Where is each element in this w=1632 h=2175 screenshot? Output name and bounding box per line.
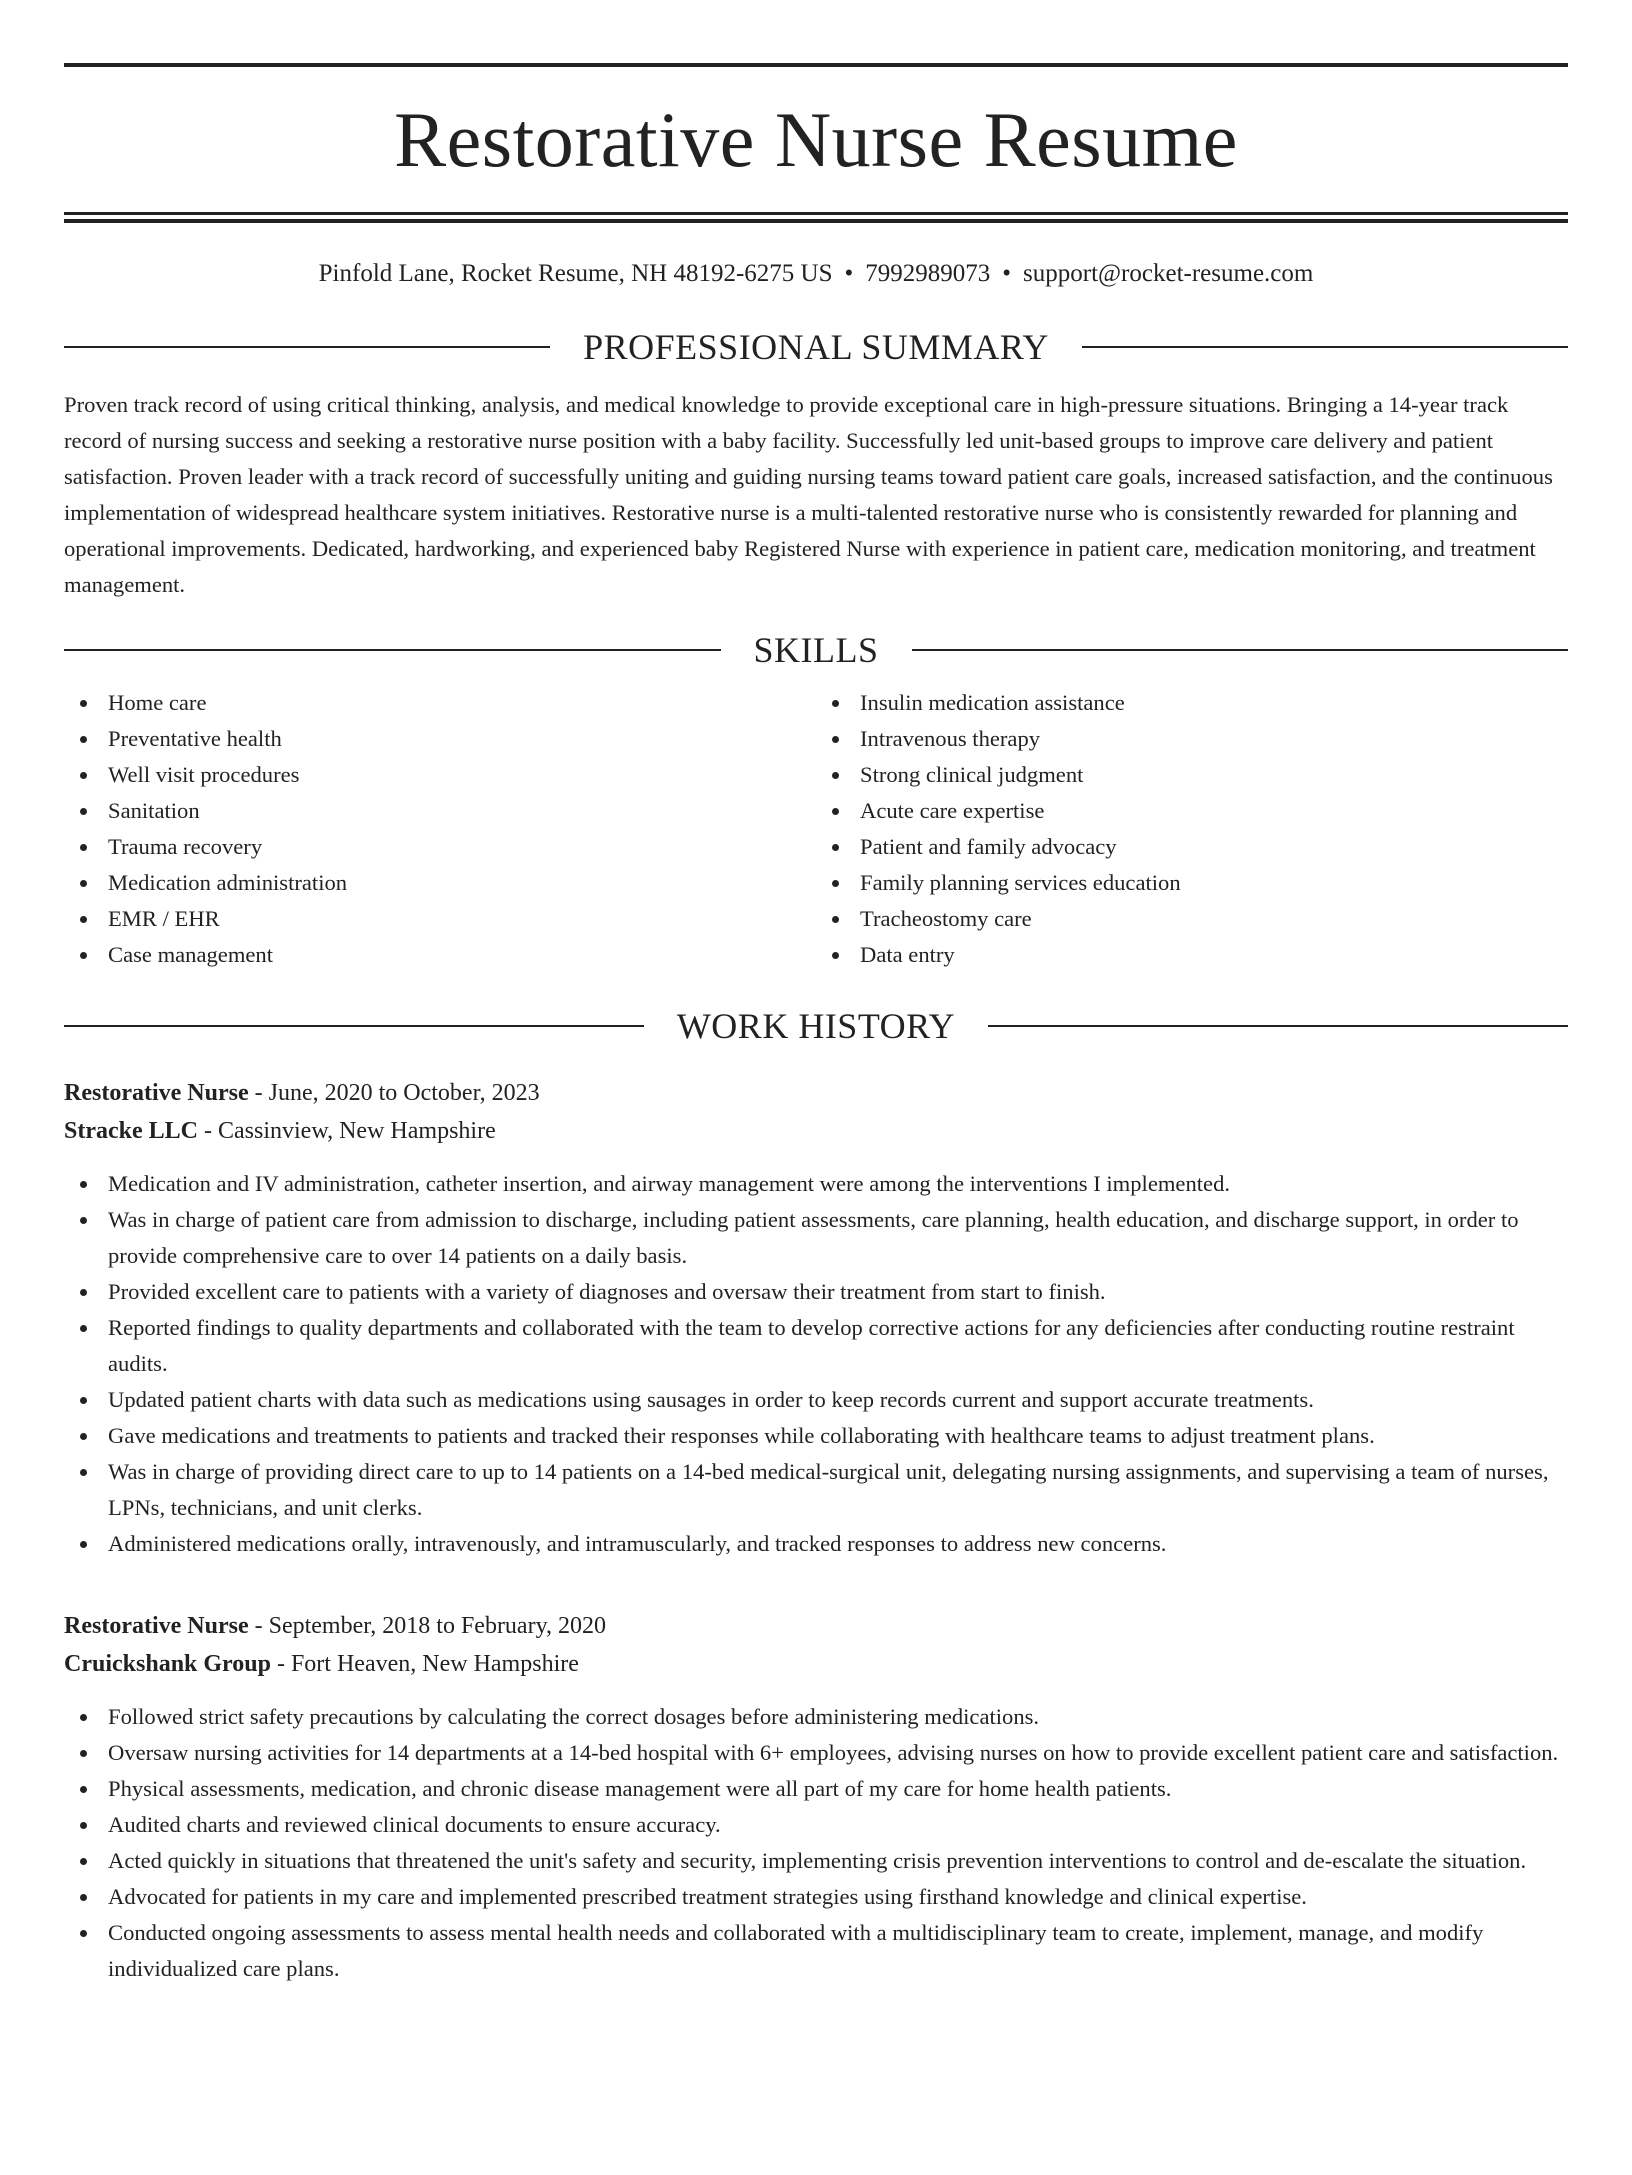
section-divider — [988, 1025, 1568, 1027]
job-bullet: Was in charge of providing direct care to up to 14 patients on a 14-bed medical-surgical unit, delegating nursing assignments, and supervising a team of nurses, LPNs, technicians, and unit clerks. — [64, 1454, 1568, 1526]
skill-item: Home care — [64, 685, 816, 721]
summary-section-header — [64, 329, 1568, 365]
section-divider — [912, 649, 1569, 651]
job-bullet: Gave medications and treatments to patients and tracked their responses while collaborating with healthcare teams to adjust treatment plans. — [64, 1418, 1568, 1454]
job-entry — [64, 1607, 1568, 1987]
job-bullet: Physical assessments, medication, and chronic disease management were all part of my care for home health patients. — [64, 1771, 1568, 1807]
job-company-line — [64, 1645, 1568, 1683]
skill-item: Trauma recovery — [64, 829, 816, 865]
section-divider — [64, 1025, 644, 1027]
work-history-list — [64, 1074, 1568, 1987]
job-entry — [64, 1074, 1568, 1562]
section-divider — [1082, 346, 1568, 348]
skill-item: Acute care expertise — [816, 793, 1568, 829]
skills-list — [64, 685, 1568, 973]
resume-page — [0, 63, 1632, 2175]
job-bullet: Conducted ongoing assessments to assess mental health needs and collaborated with a multidisciplinary team to create, implement, manage, and modify individualized care plans. — [64, 1915, 1568, 1987]
skills-column-left — [64, 685, 816, 973]
skill-item: Case management — [64, 937, 816, 973]
skill-item: Insulin medication assistance — [816, 685, 1568, 721]
job-bullets — [64, 1166, 1568, 1562]
job-title-line — [64, 1074, 1568, 1112]
job-bullet: Followed strict safety precautions by calculating the correct dosages before administering medications. — [64, 1699, 1568, 1735]
skill-item: Preventative health — [64, 721, 816, 757]
job-company: Stracke LLC — [64, 1118, 198, 1144]
job-bullet: Provided excellent care to patients with a variety of diagnoses and oversaw their treatment from start to finish. — [64, 1274, 1568, 1310]
job-bullet: Reported findings to quality departments and collaborated with the team to develop corrective actions for any deficiencies after conducting routine restraint audits. — [64, 1310, 1568, 1382]
job-role: Restorative Nurse — [64, 1080, 249, 1106]
skill-item: Tracheostomy care — [816, 901, 1568, 937]
skill-item: Data entry — [816, 937, 1568, 973]
top-rule — [64, 63, 1568, 67]
job-location: - Fort Heaven, New Hampshire — [270, 1651, 579, 1677]
skill-item: Patient and family advocacy — [816, 829, 1568, 865]
contact-email: support@rocket-resume.com — [1023, 260, 1314, 287]
work-heading: WORK HISTORY — [676, 1006, 956, 1046]
contact-line — [64, 259, 1568, 289]
job-role: Restorative Nurse — [64, 1613, 249, 1639]
skill-item: Medication administration — [64, 865, 816, 901]
skill-item: Sanitation — [64, 793, 816, 829]
job-bullet: Acted quickly in situations that threatened the unit's safety and security, implementing crisis prevention interventions to control and de-escalate the situation. — [64, 1843, 1568, 1879]
job-bullet: Medication and IV administration, catheter insertion, and airway management were among the interventions I implemented. — [64, 1166, 1568, 1202]
job-location: - Cassinview, New Hampshire — [198, 1118, 496, 1144]
section-divider — [64, 346, 550, 348]
job-bullet: Administered medications orally, intravenously, and intramuscularly, and tracked responses to address new concerns. — [64, 1526, 1568, 1562]
job-dates: - September, 2018 to February, 2020 — [248, 1613, 607, 1639]
job-bullet: Was in charge of patient care from admission to discharge, including patient assessments, care planning, health education, and discharge support, in order to provide comprehensive care to over 14 patients on a daily basis. — [64, 1202, 1568, 1274]
contact-phone: 7992989073 — [865, 260, 991, 287]
skill-item: Strong clinical judgment — [816, 757, 1568, 793]
skill-item: Intravenous therapy — [816, 721, 1568, 757]
contact-separator: • — [1002, 260, 1012, 287]
skill-item: Well visit procedures — [64, 757, 816, 793]
job-company-line — [64, 1112, 1568, 1150]
skills-heading: SKILLS — [753, 630, 879, 670]
job-bullet: Updated patient charts with data such as medications using sausages in order to keep records current and support accurate treatments. — [64, 1382, 1568, 1418]
job-company: Cruickshank Group — [64, 1651, 271, 1677]
skill-item: EMR / EHR — [64, 901, 816, 937]
page-title: Restorative Nurse Resume — [394, 96, 1238, 183]
section-divider — [64, 649, 721, 651]
summary-heading: PROFESSIONAL SUMMARY — [583, 327, 1049, 367]
job-bullet: Advocated for patients in my care and implemented prescribed treatment strategies using firsthand knowledge and clinical expertise. — [64, 1879, 1568, 1915]
skill-item: Family planning services education — [816, 865, 1568, 901]
job-dates: - June, 2020 to October, 2023 — [248, 1080, 540, 1106]
contact-separator: • — [844, 260, 854, 287]
contact-address: Pinfold Lane, Rocket Resume, NH 48192-6275 US — [318, 260, 833, 287]
skills-section-header — [64, 632, 1568, 668]
job-title-line — [64, 1607, 1568, 1645]
work-section-header — [64, 1008, 1568, 1044]
skills-column-right — [816, 685, 1568, 973]
job-bullets — [64, 1699, 1568, 1987]
job-bullet: Audited charts and reviewed clinical documents to ensure accuracy. — [64, 1807, 1568, 1843]
title-double-rule — [64, 212, 1568, 223]
summary-text: Proven track record of using critical thinking, analysis, and medical knowledge to provide exceptional care in high-pressure situations. Bringing a 14-year track record of nursing success and seeking a restorative nurse position with a baby facility. Successfully led unit-based groups to improve care delivery and patient satisfaction. Proven leader with a track record of successfully uniting and guiding nursing teams toward patient care goals, increased satisfaction, and the continuous implementation of widespread healthcare system initiatives. Restorative nurse is a multi-talented restorative nurse who is consistently rewarded for planning and operational improvements. Dedicated, hardworking, and experienced baby Registered Nurse with experience in patient care, medication monitoring, and treatment management. — [64, 392, 1553, 597]
job-bullet: Oversaw nursing activities for 14 departments at a 14-bed hospital with 6+ employees, advising nurses on how to provide excellent patient care and satisfaction. — [64, 1735, 1568, 1771]
